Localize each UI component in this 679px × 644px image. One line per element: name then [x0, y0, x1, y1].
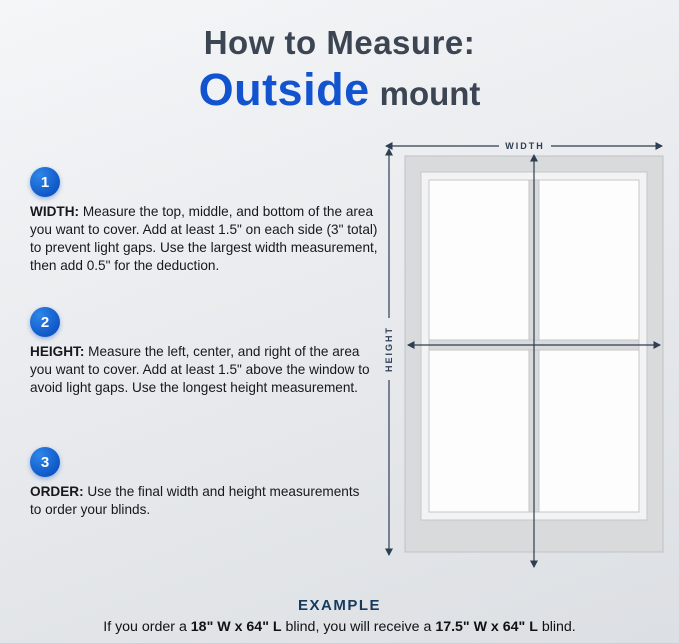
step-2-label: HEIGHT:	[30, 344, 85, 359]
title-line1: How to Measure:	[203, 24, 476, 61]
step-1-text	[30, 203, 382, 275]
step-2-badge: 2	[30, 307, 60, 337]
example-ordered-size: 18" W x 64" L	[190, 619, 282, 635]
example-received-size: 17.5" W x 64" L	[435, 619, 538, 635]
example-prefix: If you order a	[103, 619, 191, 635]
example-middle: blind, you will receive a	[281, 619, 436, 635]
step-2-body: Measure the left, center, and right of the area you want to cover. Add at least 1.5" above the window to avoid light gaps. Use the longest height measurement.	[30, 344, 370, 396]
width-dimension-label: WIDTH	[505, 141, 545, 151]
example-heading: EXAMPLE	[297, 597, 381, 614]
step-1-badge: 1	[30, 167, 60, 197]
step-3-body: Use the final width and height measurements to order your blinds.	[30, 484, 360, 518]
example-suffix: blind.	[537, 619, 576, 635]
title-line2	[0, 64, 679, 116]
title-suffix: mount	[379, 75, 481, 112]
step-3-label: ORDER:	[30, 484, 84, 499]
step-2-text	[30, 343, 384, 397]
page-title	[0, 24, 679, 116]
height-dimension-label: HEIGHT	[384, 325, 394, 373]
window-measurement-diagram	[371, 128, 673, 576]
example-text	[0, 619, 679, 635]
title-highlight: Outside	[198, 64, 370, 115]
step-3-badge: 3	[30, 447, 60, 477]
step-3-text	[30, 483, 370, 519]
step-1-body: Measure the top, middle, and bottom of the area you want to cover. Add at least 1.5" on each side (3" total) to prevent light gaps. Use the largest width measurement, then add 0.5" for the deduction.	[30, 204, 378, 274]
step-1-label: WIDTH:	[30, 204, 80, 219]
